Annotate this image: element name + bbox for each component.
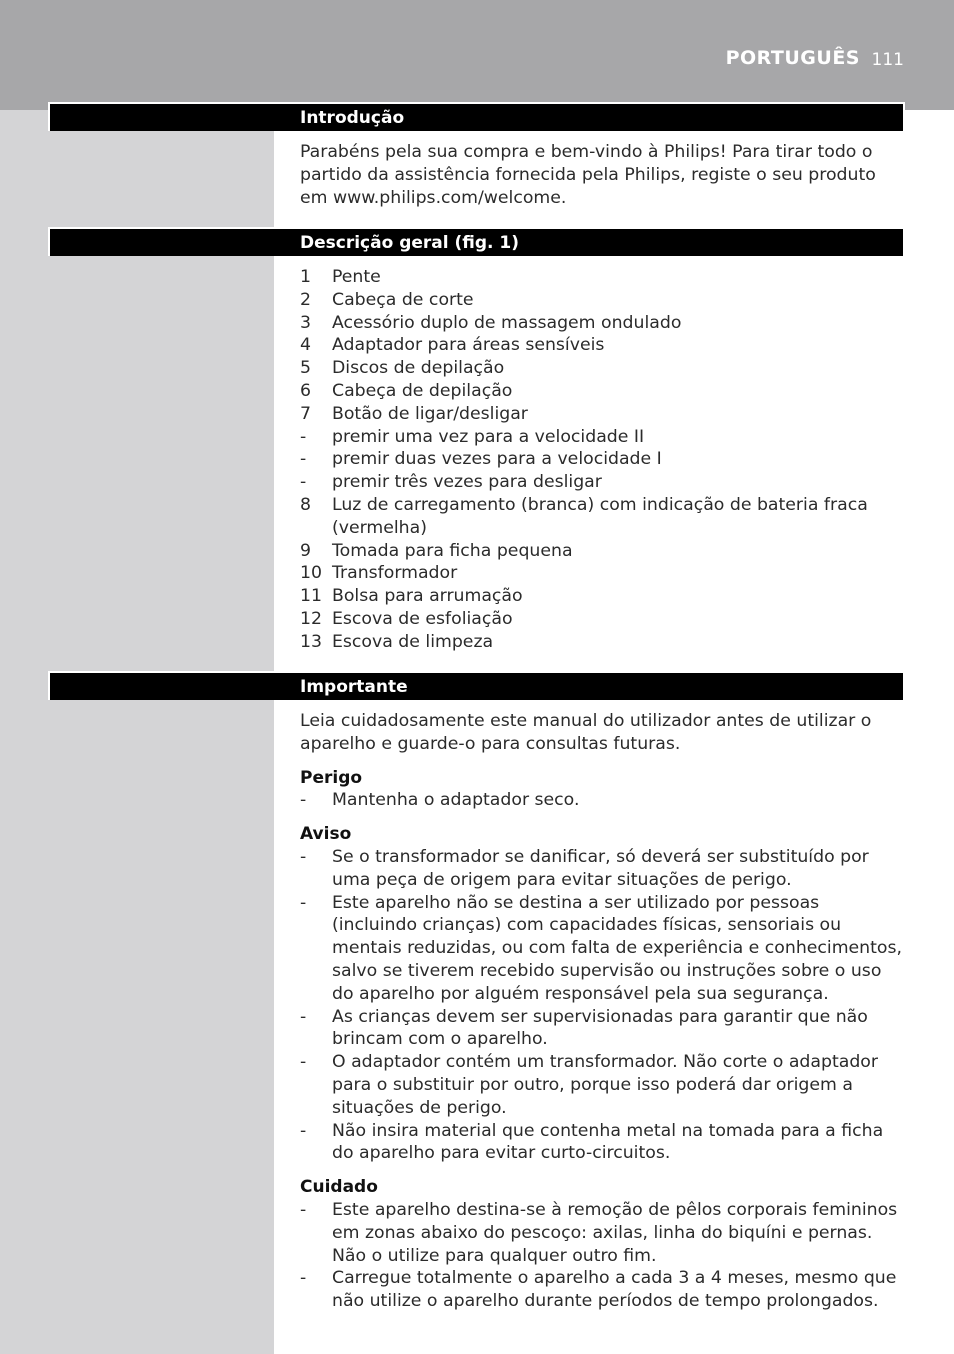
list-item	[300, 789, 905, 812]
list-item-label: Luz de carregamento (branca) com indicação de bateria fraca (vermelha)	[332, 494, 868, 538]
list-item-number: 3	[300, 312, 311, 333]
page-number: 111	[871, 50, 904, 70]
list-item-number: 8	[300, 494, 311, 515]
danger-heading: Perigo	[300, 767, 363, 788]
list-item	[300, 448, 905, 471]
section-bar-important	[48, 671, 905, 700]
bar-edge	[48, 229, 50, 256]
list-dash: -	[300, 1268, 307, 1289]
list-item	[300, 380, 905, 403]
list-item-text: Se o transformador se danificar, só deverá ser substituído por uma peça de origem para evitar situações de perigo.	[332, 846, 869, 890]
important-body	[300, 710, 905, 1313]
list-item-label: Tomada para ficha pequena	[332, 540, 573, 561]
list-dash: -	[300, 846, 307, 867]
list-item	[300, 289, 905, 312]
bar-edge	[903, 229, 905, 256]
list-item-label: Discos de depilação	[332, 358, 505, 379]
list-dash: -	[300, 790, 307, 811]
list-item-label: Pente	[332, 267, 381, 287]
intro-body	[300, 141, 905, 209]
list-item	[300, 892, 905, 1006]
list-item-number: 13	[300, 631, 322, 652]
list-item	[300, 494, 905, 540]
bar-edge	[903, 673, 905, 700]
list-item	[300, 846, 905, 892]
list-item-number: 11	[300, 586, 322, 607]
list-item	[300, 471, 905, 494]
important-intro: Leia cuidadosamente este manual do utilizador antes de utilizar o aparelho e guarde-o para consultas futuras.	[300, 711, 872, 754]
list-item	[300, 1120, 905, 1166]
list-item	[300, 1199, 905, 1267]
list-item-label: Acessório duplo de massagem ondulado	[332, 312, 682, 333]
section-title-overview: Descrição geral (fig. 1)	[300, 233, 520, 253]
list-item-label: Transformador	[332, 563, 458, 584]
list-item-number: 10	[300, 563, 322, 584]
list-item	[300, 1006, 905, 1052]
list-item-label: Cabeça de depilação	[332, 380, 513, 401]
list-item	[300, 312, 905, 335]
section-bar-intro	[48, 102, 905, 131]
list-item-label: Escova de limpeza	[332, 631, 494, 652]
list-item-text: Este aparelho não se destina a ser utilizado por pessoas (incluindo crianças) com capacidades físicas, sensoriais ou mentais reduzidas, ou com falta de experiência e conhecimentos, salvo se tiverem recebido supervisão ou instruções sobre o uso do aparelho por alguém responsável pela sua segurança.	[332, 892, 902, 1004]
list-item	[300, 540, 905, 563]
list-item-text: As crianças devem ser supervisionadas para garantir que não brincam com o aparelho.	[332, 1006, 868, 1050]
caution-heading: Cuidado	[300, 1177, 378, 1198]
list-dash: -	[300, 892, 307, 913]
list-item	[300, 426, 905, 449]
list-item-number: 4	[300, 335, 311, 356]
list-item	[300, 266, 905, 289]
list-item-number: 9	[300, 540, 311, 561]
list-item-number: 7	[300, 403, 311, 424]
list-item	[300, 608, 905, 631]
section-title-important: Importante	[300, 677, 408, 697]
bar-edge	[48, 104, 50, 131]
list-item-label: Cabeça de corte	[332, 289, 474, 310]
bar-edge	[903, 104, 905, 131]
list-item-number: 1	[300, 267, 311, 287]
list-item-number: 2	[300, 289, 311, 310]
list-item	[300, 1051, 905, 1119]
list-item	[300, 562, 905, 585]
left-margin-band	[0, 110, 274, 1354]
warning-heading: Aviso	[300, 824, 352, 845]
list-item	[300, 334, 905, 357]
list-item-number: -	[300, 472, 307, 493]
list-item	[300, 585, 905, 608]
list-item-label: premir três vezes para desligar	[332, 472, 602, 493]
list-item-number: 6	[300, 380, 311, 401]
list-dash: -	[300, 1052, 307, 1073]
list-item-label: Escova de esfoliação	[332, 608, 513, 629]
list-item-label: Botão de ligar/desligar	[332, 403, 528, 424]
list-item	[300, 357, 905, 380]
list-dash: -	[300, 1199, 307, 1220]
section-title-intro: Introdução	[300, 108, 405, 128]
intro-paragraph: Parabéns pela sua compra e bem-vindo à Philips! Para tirar todo o partido da assistência fornecida pela Philips, registe o seu produto em www.philips.com/welcome.	[300, 142, 876, 208]
list-item-label: premir duas vezes para a velocidade I	[332, 449, 662, 470]
danger-list	[300, 789, 905, 812]
list-item	[300, 631, 905, 654]
page-language: PORTUGUÊS	[725, 47, 860, 69]
list-item-label: Bolsa para arrumação	[332, 586, 523, 607]
list-item-number: -	[300, 426, 307, 447]
overview-list	[300, 266, 905, 654]
caution-list	[300, 1199, 905, 1313]
list-dash: -	[300, 1006, 307, 1027]
section-bar-overview	[48, 227, 905, 256]
list-item-label: Adaptador para áreas sensíveis	[332, 335, 605, 356]
list-item-number: -	[300, 449, 307, 470]
list-item-label: premir uma vez para a velocidade II	[332, 426, 645, 447]
list-item-text: Este aparelho destina-se à remoção de pêlos corporais femininos em zonas abaixo do pescoço: axilas, linha do biquíni e pernas. Não o utilize para qualquer outro fim.	[332, 1199, 898, 1266]
warning-list	[300, 846, 905, 1165]
list-item-text: Não insira material que contenha metal na tomada para a ficha do aparelho para evitar curto-circuitos.	[332, 1120, 884, 1164]
list-item-number: 5	[300, 358, 311, 379]
list-item-text: Mantenha o adaptador seco.	[332, 790, 580, 811]
list-item-number: 12	[300, 608, 322, 629]
list-item-text: Carregue totalmente o aparelho a cada 3 a 4 meses, mesmo que não utilize o aparelho durante períodos de tempo prolongados.	[332, 1268, 897, 1312]
bar-edge	[48, 673, 50, 700]
list-dash: -	[300, 1120, 307, 1141]
list-item	[300, 1267, 905, 1313]
list-item	[300, 403, 905, 426]
list-item-text: O adaptador contém um transformador. Não corte o adaptador para o substituir por outro, porque isso poderá dar origem a situações de perigo.	[332, 1052, 878, 1118]
